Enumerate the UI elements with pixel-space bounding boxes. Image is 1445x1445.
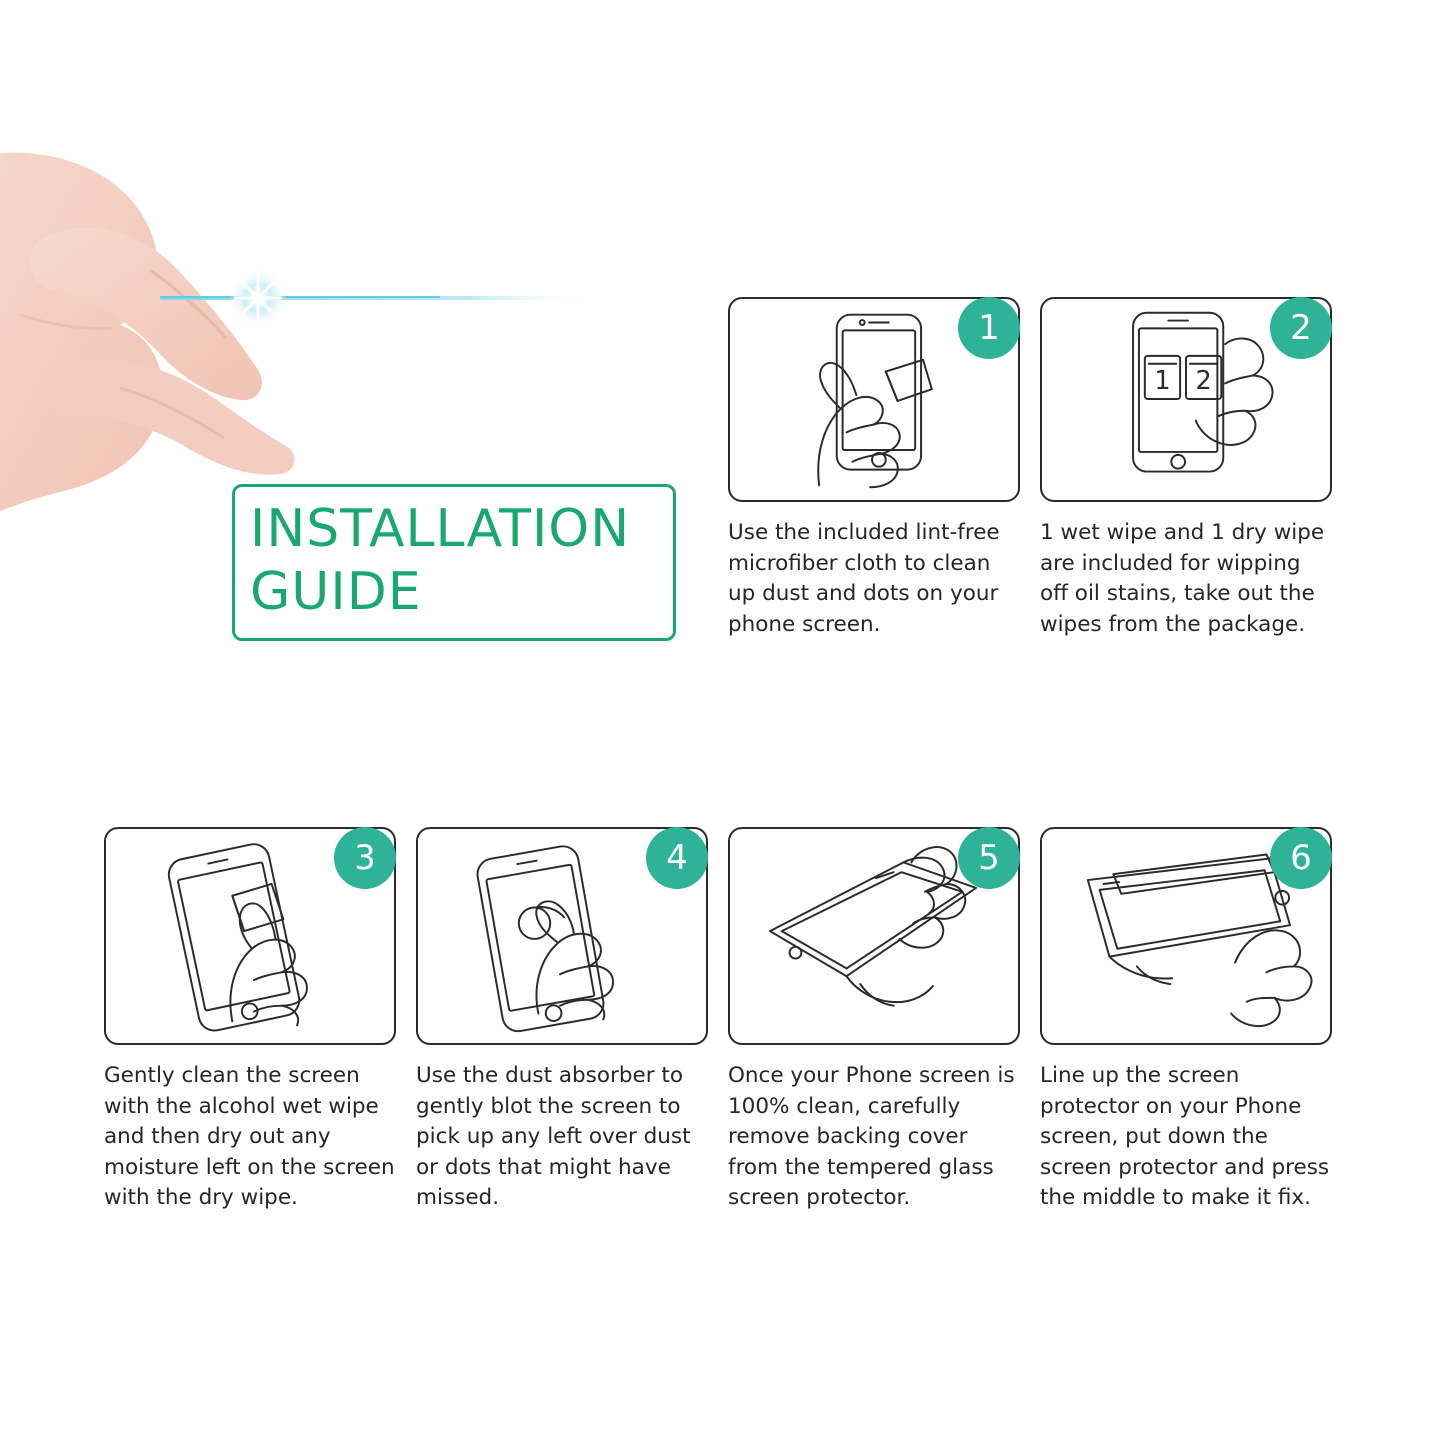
step-4-caption: Use the dust absorber to gently blot the screen to pick up any left over dust or dots that might have missed. [416,1063,691,1211]
step-1-illustration-panel [728,297,1020,502]
step-1-caption: Use the included lint-free microfiber cloth to clean up dust and dots on your phone screen. [728,520,1000,637]
step-5-illustration-panel [728,827,1020,1045]
step-5-number-badge: 5 [958,827,1020,889]
page-title-line-1: INSTALLATION [250,499,631,559]
page-title-line-2: GUIDE [250,562,422,623]
step-2-illustration-panel [1040,297,1332,502]
step-5-caption: Once your Phone screen is 100% clean, carefully remove backing cover from the tempered glass screen protector. [728,1063,1015,1211]
step-3-caption: Gently clean the screen with the alcohol wet wipe and then dry out any moisture left on the screen with the dry wipe. [104,1063,395,1211]
step-4 [416,827,708,1214]
step-5 [728,827,1020,1214]
step-6 [1040,827,1332,1214]
step-3 [104,827,396,1214]
step-4-illustration-panel [416,827,708,1045]
step-1-number-badge: 1 [958,297,1020,359]
step-4-number-badge: 4 [646,827,708,889]
svg-text:1: 1 [1154,366,1171,397]
step-6-illustration-panel [1040,827,1332,1045]
step-6-number-badge: 6 [1270,827,1332,889]
step-6-caption: Line up the screen protector on your Phone screen, put down the screen protector and press the middle to make it fix. [1040,1063,1330,1211]
page-title [250,498,680,625]
step-2-caption: 1 wet wipe and 1 dry wipe are included for wipping off oil stains, take out the wipes from the package. [1040,520,1325,637]
step-3-number-badge: 3 [334,827,396,889]
step-1 [728,297,1020,640]
step-2-number-badge: 2 [1270,297,1332,359]
svg-text:2: 2 [1195,366,1212,397]
step-3-illustration-panel [104,827,396,1045]
step-2 [1040,297,1332,640]
